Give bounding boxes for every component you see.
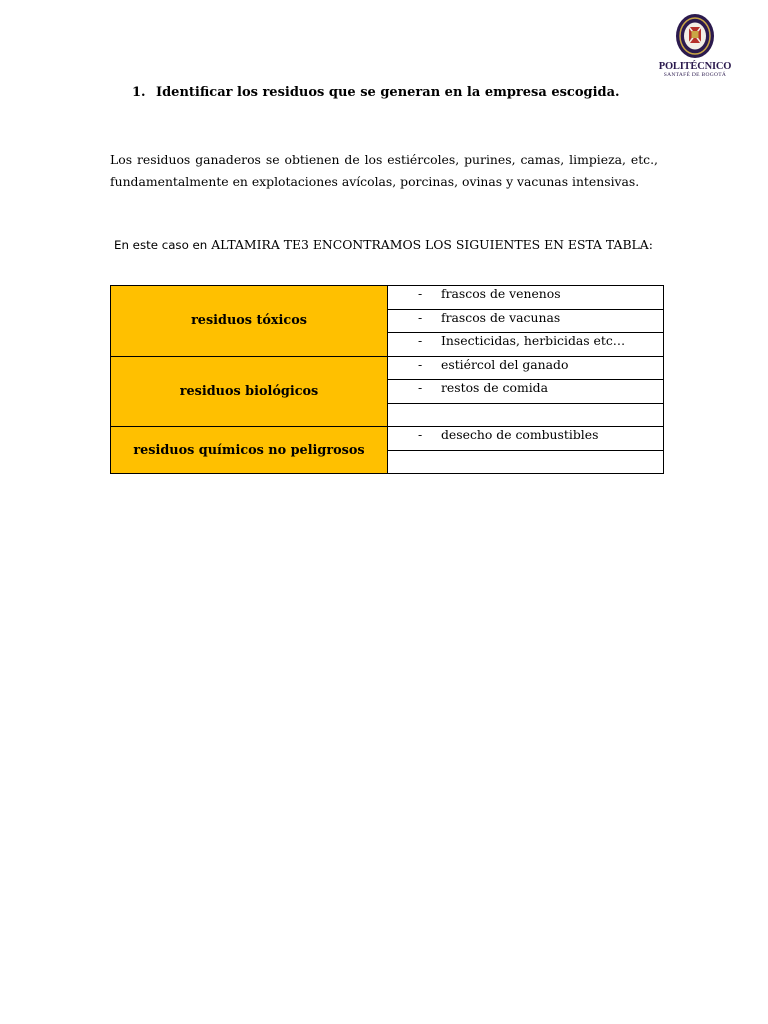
waste-item-text: estiércol del ganado [441, 356, 569, 372]
waste-item-cell [388, 333, 664, 357]
waste-table [110, 285, 664, 474]
bullet-dash: - [418, 427, 423, 442]
waste-item-text: restos de comida [441, 380, 548, 395]
waste-category: residuos biológicos [111, 356, 388, 427]
bullet-dash: - [418, 380, 423, 395]
waste-item-cell [388, 450, 664, 474]
heading-text: Identificar los residuos que se generan en la empresa escogida. [156, 85, 620, 100]
body-paragraph: Los residuos ganaderos se obtienen de los estiércoles, purines, camas, limpieza, etc., fundamentalmente en explotaciones avícolas, porcinas, ovinas y vacunas intensivas. [110, 152, 658, 189]
logo-name: POLITÉCNICO [658, 61, 732, 72]
bullet-dash: - [418, 333, 423, 348]
intro-lead: En este caso en [114, 238, 208, 252]
waste-item-cell [388, 356, 664, 380]
bullet-dash: - [418, 356, 423, 372]
section-heading [132, 85, 620, 100]
heading-number: 1. [132, 85, 146, 100]
politecnico-logo [656, 12, 734, 82]
waste-item-cell [388, 403, 664, 427]
waste-item-text: Insecticidas, herbicidas etc… [441, 333, 626, 348]
logo-subtitle: SANTAFÉ DE BOGOTÁ [663, 72, 727, 78]
table-row [111, 286, 664, 310]
table-row [111, 427, 664, 451]
waste-item-text: frascos de vacunas [441, 309, 561, 325]
waste-item-cell [388, 286, 664, 310]
waste-item-text: desecho de combustibles [441, 427, 599, 442]
intro-rest: ALTAMIRA TE3 ENCONTRAMOS LOS SIGUIENTES EN ESTA TABLA: [207, 237, 653, 252]
waste-item-cell [388, 380, 664, 404]
table-intro [114, 237, 653, 252]
waste-category: residuos tóxicos [111, 286, 388, 357]
table-row [111, 356, 664, 380]
bullet-dash: - [418, 286, 423, 301]
waste-category: residuos químicos no peligrosos [111, 427, 388, 474]
waste-item-text: frascos de venenos [441, 286, 561, 301]
waste-item-cell [388, 427, 664, 451]
crest-icon [656, 12, 734, 62]
waste-item-cell [388, 309, 664, 333]
bullet-dash: - [418, 309, 423, 325]
